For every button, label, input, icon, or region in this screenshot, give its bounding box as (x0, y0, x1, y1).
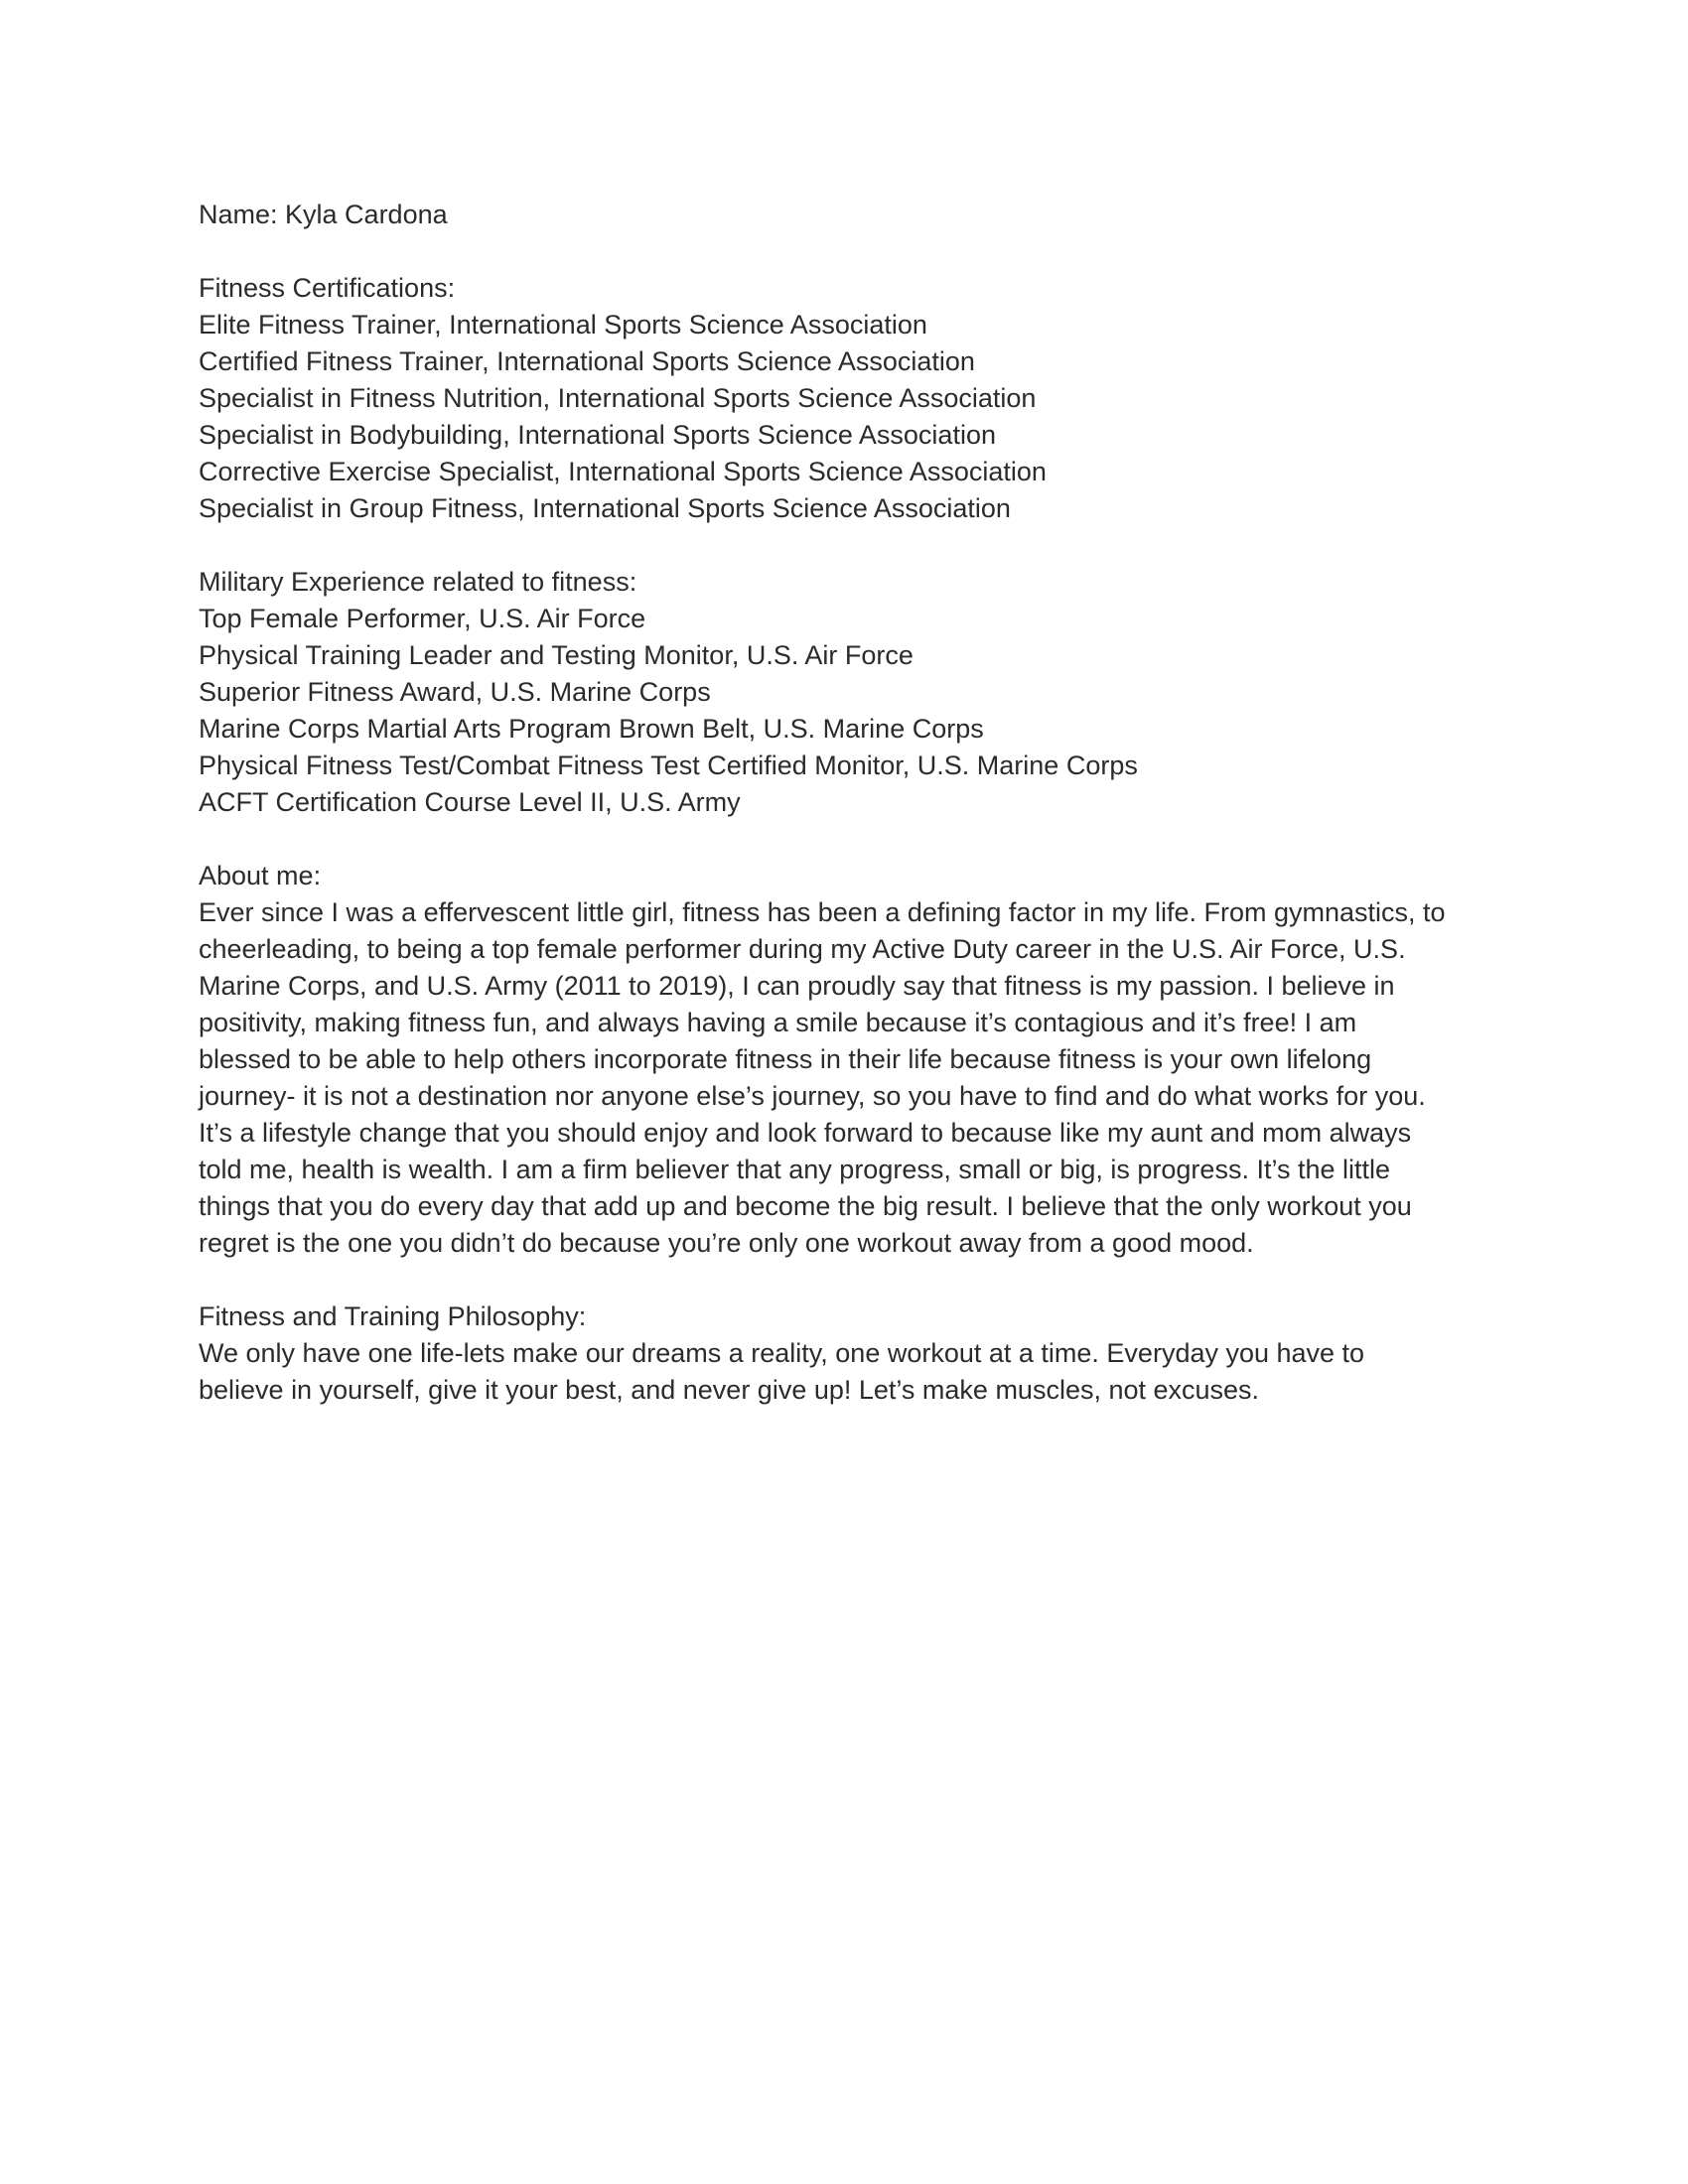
philosophy-section (199, 1298, 1509, 1409)
philosophy-line: We only have one life-lets make our dreams a reality, one workout at a time. Everyday you have to (199, 1338, 1365, 1368)
military-heading: Military Experience related to fitness: (199, 567, 637, 597)
document-page (199, 197, 1509, 1445)
military-section (199, 564, 1509, 821)
name-section (199, 197, 1509, 233)
about-line: journey- it is not a destination nor anyone else’s journey, so you have to find and do what works for you. (199, 1081, 1426, 1111)
philosophy-heading: Fitness and Training Philosophy: (199, 1301, 587, 1331)
military-item: Top Female Performer, U.S. Air Force (199, 604, 646, 633)
about-line: told me, health is wealth. I am a firm believer that any progress, small or big, is progress. It’s the little (199, 1155, 1391, 1184)
about-line: cheerleading, to being a top female performer during my Active Duty career in the U.S. Air Force, U.S. (199, 934, 1406, 964)
name-line: Name: Kyla Cardona (199, 200, 448, 229)
certifications-heading: Fitness Certifications: (199, 273, 456, 303)
about-line: things that you do every day that add up and become the big result. I believe that the only workout you (199, 1191, 1412, 1221)
about-line: blessed to be able to help others incorporate fitness in their life because fitness is your own lifelong (199, 1044, 1372, 1074)
certifications-section (199, 270, 1509, 527)
about-line: It’s a lifestyle change that you should enjoy and look forward to because like my aunt and mom always (199, 1118, 1412, 1148)
military-item: Marine Corps Martial Arts Program Brown Belt, U.S. Marine Corps (199, 714, 984, 744)
certification-item: Certified Fitness Trainer, International Sports Science Association (199, 346, 975, 376)
about-line: Ever since I was a effervescent little girl, fitness has been a defining factor in my life. From gymnastics, to (199, 897, 1446, 927)
certification-item: Elite Fitness Trainer, International Sports Science Association (199, 310, 927, 340)
about-section (199, 858, 1509, 1262)
military-item: ACFT Certification Course Level II, U.S. Army (199, 787, 741, 817)
certification-item: Specialist in Bodybuilding, International Sports Science Association (199, 420, 996, 450)
about-line: positivity, making fitness fun, and always having a smile because it’s contagious and it’s free! I am (199, 1008, 1357, 1037)
about-line: Marine Corps, and U.S. Army (2011 to 2019), I can proudly say that fitness is my passion. I believe in (199, 971, 1395, 1001)
certification-item: Corrective Exercise Specialist, International Sports Science Association (199, 457, 1047, 486)
about-heading: About me: (199, 861, 322, 890)
philosophy-line: believe in yourself, give it your best, and never give up! Let’s make muscles, not excuses. (199, 1375, 1260, 1405)
military-item: Physical Fitness Test/Combat Fitness Test Certified Monitor, U.S. Marine Corps (199, 751, 1138, 780)
military-item: Physical Training Leader and Testing Monitor, U.S. Air Force (199, 640, 914, 670)
military-item: Superior Fitness Award, U.S. Marine Corps (199, 677, 711, 707)
about-line: regret is the one you didn’t do because you’re only one workout away from a good mood. (199, 1228, 1254, 1258)
certification-item: Specialist in Fitness Nutrition, International Sports Science Association (199, 383, 1037, 413)
certification-item: Specialist in Group Fitness, International Sports Science Association (199, 493, 1011, 523)
